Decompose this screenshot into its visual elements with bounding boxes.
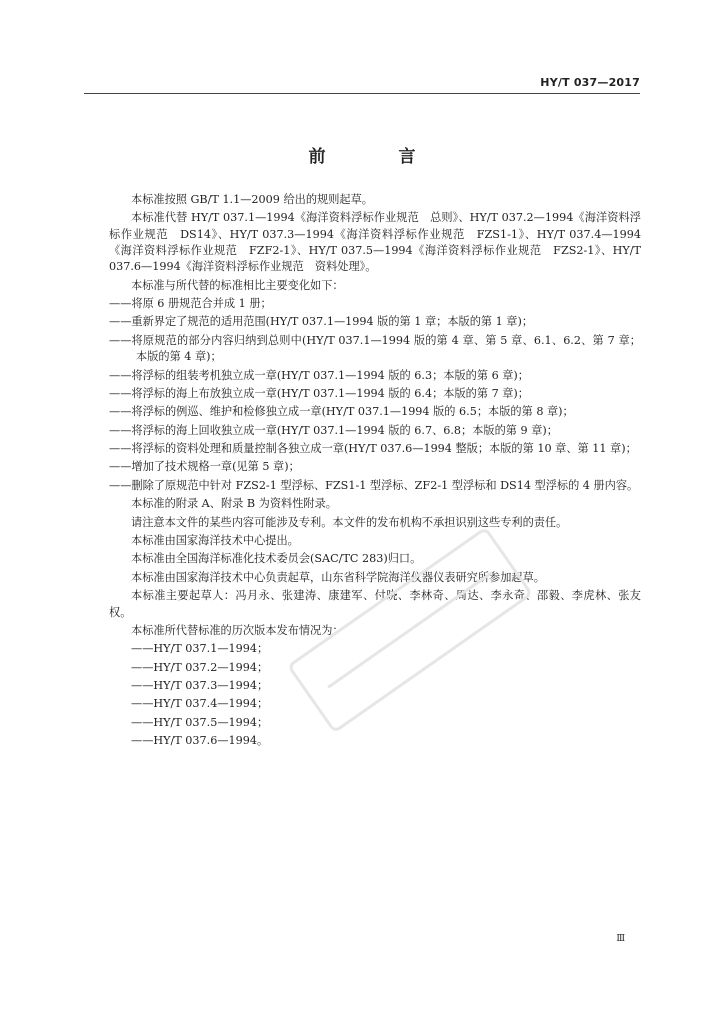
paragraph: 本标准由全国海洋标准化技术委员会(SAC/TC 283)归口。 (131, 552, 422, 566)
change-list-item: ——删除了原规范中针对 FZS2-1 型浮标、FZS1-1 型浮标、ZF2-1 型浮标和 DS14 型浮标的 4 册内容。 (109, 478, 639, 492)
history-version-item: ——HY/T 037.5—1994； (131, 715, 269, 729)
paragraph: 本标准主要起草人：冯月永、张建涛、康建军、付晓、李林奇、周达、李永奇、邵毅、李虎林、张友权。 (109, 589, 641, 619)
paragraph: 本标准由国家海洋技术中心提出。 (131, 534, 299, 548)
history-version-item: ——HY/T 037.3—1994； (131, 679, 269, 693)
change-list-item: ——重新界定了规范的适用范围(HY/T 037.1—1994 版的第 1 章；本版的第 1 章)； (109, 315, 534, 329)
paragraph: 本标准代替 HY/T 037.1—1994《海洋资料浮标作业规范 总则》、HY/T 037.2—1994《海洋资料浮标作业规范 DS14》、HY/T 037.3—1994《海洋资料浮标作业规范 FZS1-1》、HY/T 037.4—1994《海洋资料浮标作业规范 FZF2-1》、HY/T 037.5—1994《海洋资料浮标作业规范 FZS2-1》、HY/T 037.6—1994《海洋资料浮标作业规范 资料处理》。 (109, 211, 641, 274)
header-standard-code: HY/T 037—2017 (540, 76, 640, 89)
paragraph: 本标准所代替标准的历次版本发布情况为： (131, 623, 344, 637)
change-list-item: ——将浮标的海上布放独立成一章(HY/T 037.1—1994 版的 6.4；本版的第 7 章)； (109, 386, 529, 400)
history-version-item: ——HY/T 037.4—1994； (131, 697, 269, 711)
page-number: Ⅲ (616, 934, 625, 944)
change-list-item: ——将原 6 册规范合并成 1 册； (109, 297, 272, 311)
foreword-body (109, 192, 641, 752)
change-list-item: ——增加了技术规格一章(见第 5 章)； (109, 460, 300, 474)
history-version-item: ——HY/T 037.6—1994。 (131, 734, 269, 748)
header-rule (84, 93, 640, 94)
page-title: 前 言 (308, 147, 444, 167)
paragraph: 本标准的附录 A、附录 B 为资料性附录。 (131, 497, 337, 511)
history-version-item: ——HY/T 037.1—1994； (131, 642, 269, 656)
paragraph: 本标准按照 GB/T 1.1—2009 给出的规则起草。 (131, 193, 373, 206)
paragraph: 本标准与所代替的标准相比主要变化如下： (131, 278, 344, 292)
history-version-item: ——HY/T 037.2—1994； (131, 660, 269, 674)
paragraph: 请注意本文件的某些内容可能涉及专利。本文件的发布机构不承担识别这些专利的责任。 (131, 515, 568, 529)
paragraph: 本标准由国家海洋技术中心负责起草，山东省科学院海洋仪器仪表研究所参加起草。 (131, 570, 545, 584)
change-list-item: ——将浮标的海上回收独立成一章(HY/T 037.1—1994 版的 6.7、6.8；本版的第 9 章)； (109, 423, 558, 437)
change-list-item: ——将浮标的例巡、维护和检修独立成一章(HY/T 037.1—1994 版的 6.5；本版的第 8 章)； (109, 405, 574, 419)
change-list-item: ——将浮标的组装考机独立成一章(HY/T 037.1—1994 版的 6.3；本版的第 6 章)； (109, 368, 529, 382)
change-list-item: ——将原规范的部分内容归纳到总则中(HY/T 037.1—1994 版的第 4 章、第 5 章、6.1、6.2、第 7 章；本版的第 4 章)； (109, 333, 641, 364)
change-list-item: ——将浮标的资料处理和质量控制各独立成一章(HY/T 037.6—1994 整版；本版的第 10 章、第 11 章)； (109, 442, 637, 456)
